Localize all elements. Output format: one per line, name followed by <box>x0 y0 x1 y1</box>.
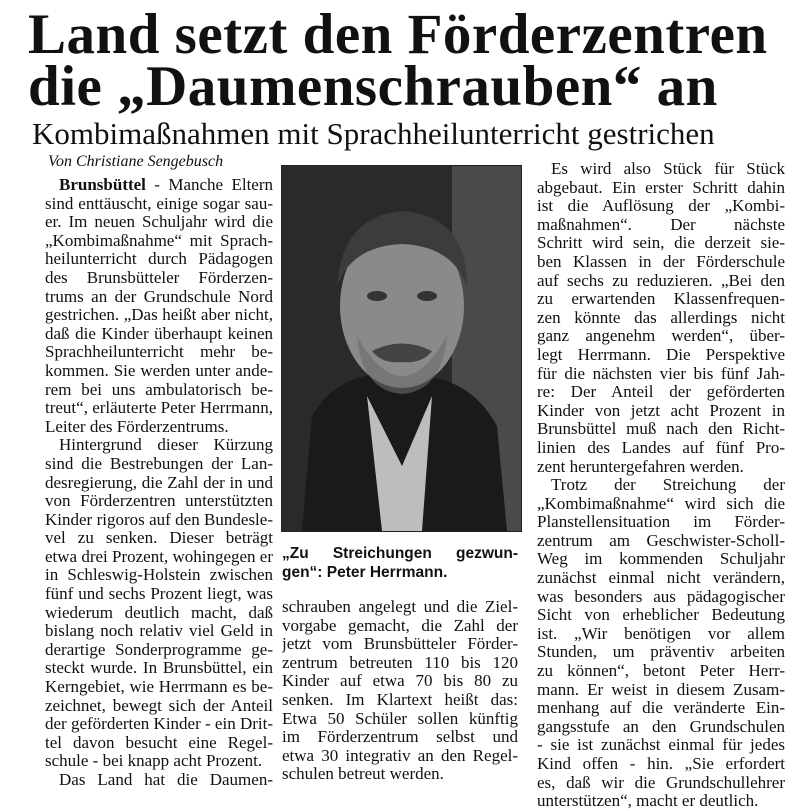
text-line: gestrichen. „Das heißt aber nicht, <box>45 306 273 325</box>
text-line: was besonders aus pädagogischer <box>537 587 785 606</box>
text-line: zu erwartenden Klassenfrequen- <box>537 290 785 309</box>
photo-caption <box>282 544 518 582</box>
text-line: der geförderten Kinder - ein Drit- <box>45 715 273 734</box>
text-line: sind enttäuscht, einige sogar sau- <box>45 194 273 213</box>
text-line: vel zu senken. Dieser beträgt <box>45 529 273 548</box>
text-line: Schritt wird sein, die derzeit sie- <box>537 234 785 253</box>
text-line: Planstellensituation im Förder- <box>537 513 785 532</box>
text-line: senken. Im Klartext heißt das: <box>282 690 518 709</box>
text-line: maßnahmen“. Der nächste <box>537 215 785 234</box>
text-line: Trotz der Streichung der <box>551 476 785 495</box>
text-line: Leiter des Förderzentrums. <box>45 417 229 436</box>
text-line: ben Klassen in der Förderschule <box>537 252 785 271</box>
text-line: etwa 30 integrativ an den Regel- <box>282 746 518 765</box>
text-line: von Förderzentren unterstützten <box>45 492 273 511</box>
text-line: Kerngebiet, wie Herrmann es be- <box>45 678 273 697</box>
text-line: Brunsbüttel muß nach den Richt- <box>537 420 785 439</box>
text-line: zentrum am Geschwister-Scholl- <box>537 531 785 550</box>
text-line: Hintergrund dieser Kürzung <box>59 436 273 455</box>
text-line: rem bei uns ambulatorisch be- <box>45 380 273 399</box>
text-line: jetzt vom Brunsbütteler Förder- <box>282 635 518 654</box>
text-line: Kinder rigoros auf den Bundesle- <box>45 510 273 529</box>
text-line: schulen betreut werden. <box>282 765 444 784</box>
text-line: abgebaut. Ein erster Schritt dahin <box>537 178 785 197</box>
article-column-1 <box>45 176 273 790</box>
text-line: fünf und sechs Prozent liegt, was <box>45 585 273 604</box>
subheadline: Kombimaßnahmen mit Sprachheilunterricht gestrichen <box>32 116 715 151</box>
text-line: schule - bei knapp acht Prozent. <box>45 752 263 771</box>
text-line: zentrum betreuten 110 bis 120 <box>282 653 518 672</box>
headline-line-1: Land setzt den Förderzentren <box>28 3 768 66</box>
text-line: treut“, erläuterte Peter Herrmann, <box>45 399 273 418</box>
article-column-3 <box>537 160 785 811</box>
text-line: Weg im kommenden Schuljahr <box>537 550 785 569</box>
text-line: Sprachheilunterricht mehr be- <box>45 343 273 362</box>
text-line: er. Im neuen Schuljahr wird die <box>45 213 273 232</box>
text-line: trums an der Grundschule Nord <box>45 287 273 306</box>
text-line: des Brunsbütteler Förderzen- <box>45 268 273 287</box>
text-line: „Kombimaßnahme“ mit Sprach- <box>45 231 273 250</box>
text-line: steckt wurde. In Brunsbüttel, ein <box>45 659 273 678</box>
text-line: ganz angenehm werden“, über- <box>537 327 785 346</box>
text-line: wiederum deutlich macht, daß <box>45 603 273 622</box>
text-line: auf sechs zu reduzieren. „Bei den <box>537 271 785 290</box>
text-line: „Kombimaßnahme“ wird sich die <box>537 494 785 513</box>
text-line: unterstützen“, macht er deutlich. <box>537 792 759 811</box>
text-line: Etwa 50 Schüler sollen künftig <box>282 709 518 728</box>
caption-line: gen“: Peter Herrmann. <box>282 564 448 581</box>
text-line: ist. „Wir benötigen vor allem <box>537 624 785 643</box>
text-line: zeichnet, bewegt sich der Anteil <box>45 696 273 715</box>
text-line: Das Land hat die Daumen- <box>59 771 273 789</box>
text-line: vorgabe gemacht, die Zahl der <box>282 616 518 635</box>
text-line: bislang noch relativ viel Geld in <box>45 622 273 641</box>
text-line: linien des Landes auf fünf Pro- <box>537 438 785 457</box>
text-line: legt Herrmann. Die Perspektive <box>537 345 785 364</box>
text-line: schrauben angelegt und die Ziel- <box>282 598 518 616</box>
text-line: Es wird also Stück für Stück <box>551 160 785 178</box>
caption-line: „Zu Streichungen gezwun- <box>282 545 518 562</box>
text-line: sind die Bestrebungen der Lan- <box>45 454 273 473</box>
text-line: gangsstufe an den Grundschulen <box>537 717 785 736</box>
text-line <box>45 176 273 195</box>
text-line: zent heruntergefahren werden. <box>537 457 744 476</box>
text-line: Kinder von jetzt acht Prozent in <box>537 401 785 420</box>
text-line: im Förderzentrum selbst und <box>282 728 518 747</box>
portrait-image <box>282 166 521 531</box>
text-line: re: Der Anteil der geförderten <box>537 383 785 402</box>
text-line: mann. Er weist in diesem Zusam- <box>537 680 785 699</box>
text-line: es, daß wir die Grundschullehrer <box>537 773 785 792</box>
text-line: derartige Sonderprogramme ge- <box>45 640 273 659</box>
text-line: Kinder auf etwa 70 bis 80 zu <box>282 672 518 691</box>
byline: Von Christiane Sengebusch <box>48 153 224 170</box>
text-line: ist die Auflösung der „Kombi- <box>537 197 785 216</box>
text-line-content: - Manche Eltern <box>145 176 273 194</box>
text-line: zunächst einmal nicht verändern, <box>537 569 785 588</box>
text-line: zen könnte das allerdings nicht <box>537 308 785 327</box>
portrait-photo <box>281 165 522 532</box>
text-line: Stunden, um präventiv arbeiten <box>537 643 785 662</box>
text-line: Sicht von erheblicher Bedeutung <box>537 606 785 625</box>
text-line: daß die Kinder überhaupt keinen <box>45 324 273 343</box>
dateline: Brunsbüttel <box>59 176 146 194</box>
text-line: kommen. Sie werden unter ande- <box>45 361 273 380</box>
text-line: Kind offen - hin. „Sie erfordert <box>537 755 785 773</box>
text-line: etwa drei Prozent, wohingegen er <box>45 547 273 566</box>
text-line: für die nächsten vier bis fünf Jah- <box>537 364 785 383</box>
text-line: heilunterricht durch Pädagogen <box>45 250 273 269</box>
text-line: desregierung, die Zahl der in und <box>45 473 273 492</box>
text-line: in Schleswig-Holstein zwischen <box>45 566 273 585</box>
headline-line-2: die „Daumenschrauben“ an <box>28 55 718 118</box>
text-line: - sie ist zunächst einmal für jedes <box>537 736 785 755</box>
article-column-2 <box>282 598 518 784</box>
text-line: tel davon besucht eine Regel- <box>45 733 273 752</box>
text-line: menhang auf die veränderte Ein- <box>537 699 785 718</box>
text-line: zu können“, betont Peter Herr- <box>537 662 785 681</box>
